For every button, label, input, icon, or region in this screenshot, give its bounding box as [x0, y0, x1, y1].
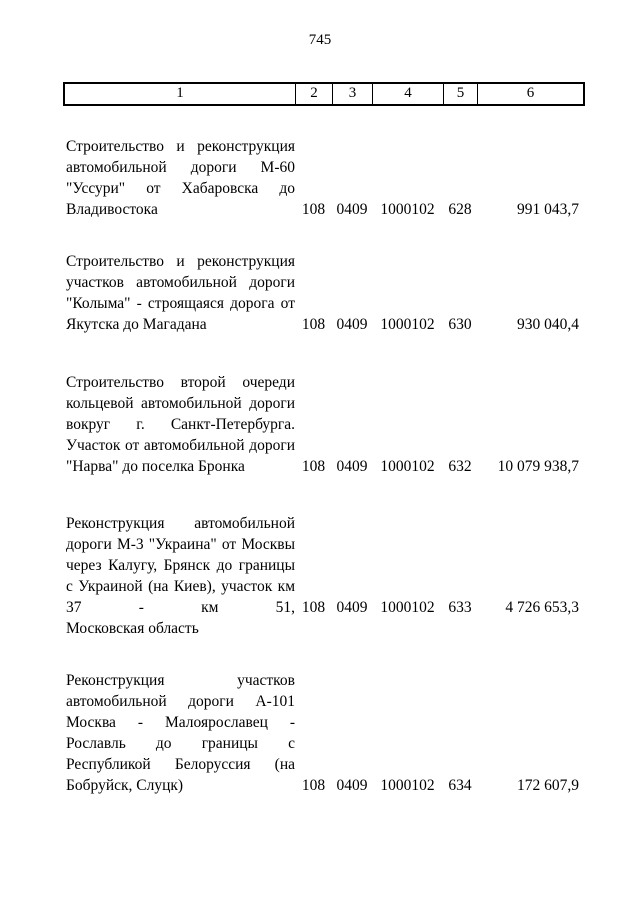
row-amount: 991 043,7 [517, 201, 579, 218]
table-row [65, 513, 583, 639]
header-col-6: 6 [477, 84, 583, 104]
row-amount: 930 040,4 [517, 316, 579, 333]
header-col-4: 4 [372, 84, 443, 104]
row-code-col5: 632 [448, 458, 472, 475]
table-body [0, 136, 640, 796]
row-description-tail: Московская область [66, 620, 199, 637]
row-description: Реконструкция участков автомобильной дороги А-101 Москва - Малоярославец - Рославль до границы с Республикой Белоруссия (на Бобруйск, Слуцк) [66, 672, 295, 794]
row-amount: 4 726 653,3 [505, 599, 579, 616]
header-col-2: 2 [295, 84, 332, 104]
table-header-row [63, 82, 585, 106]
row-code-col5: 633 [448, 599, 472, 616]
row-code-col3: 0409 [336, 458, 368, 475]
header-col-5: 5 [443, 84, 477, 104]
row-code-col2: 108 [301, 599, 326, 616]
table-row [65, 372, 583, 477]
row-description: Строительство и реконструкция участков автомобильной дороги "Колыма" - строящаяся дорога от Якутска до Магадана [66, 253, 295, 333]
row-description: Строительство второй очереди кольцевой автомобильной дороги вокруг г. Санкт-Петербурга. Участок от автомобильной дороги "Нарва" до поселка Бронка [66, 374, 295, 475]
table-row [65, 670, 583, 796]
page-number: 745 [308, 32, 332, 48]
header-col-1: 1 [176, 85, 184, 101]
row-code-col2: 108 [301, 316, 326, 333]
row-description: Реконструкция автомобильной дороги М-3 "Украина" от Москвы через Калугу, Брянск до границы с Украиной (на Киев), участок км 37 - км 51, [66, 515, 295, 616]
row-code-col2: 108 [301, 777, 326, 794]
table-row [65, 136, 583, 220]
row-code-col4: 1000102 [380, 316, 435, 333]
row-amount: 10 079 938,7 [497, 458, 579, 475]
row-code-col3: 0409 [336, 316, 368, 333]
row-code-col2: 108 [301, 458, 326, 475]
row-code-col3: 0409 [336, 599, 368, 616]
row-amount: 172 607,9 [517, 777, 579, 794]
row-code-col3: 0409 [336, 201, 368, 218]
row-code-col4: 1000102 [380, 777, 435, 794]
row-code-col2: 108 [301, 201, 326, 218]
header-col-3: 3 [332, 84, 372, 104]
row-code-col5: 634 [448, 777, 472, 794]
row-code-col5: 630 [448, 316, 472, 333]
row-code-col4: 1000102 [380, 201, 435, 218]
row-code-col5: 628 [448, 201, 472, 218]
row-code-col4: 1000102 [380, 458, 435, 475]
row-description: Строительство и реконструкция автомобильной дороги М-60 "Уссури" от Хабаровска до Владивостока [66, 138, 295, 218]
row-code-col3: 0409 [336, 777, 368, 794]
table-row [65, 251, 583, 335]
row-code-col4: 1000102 [380, 599, 435, 616]
